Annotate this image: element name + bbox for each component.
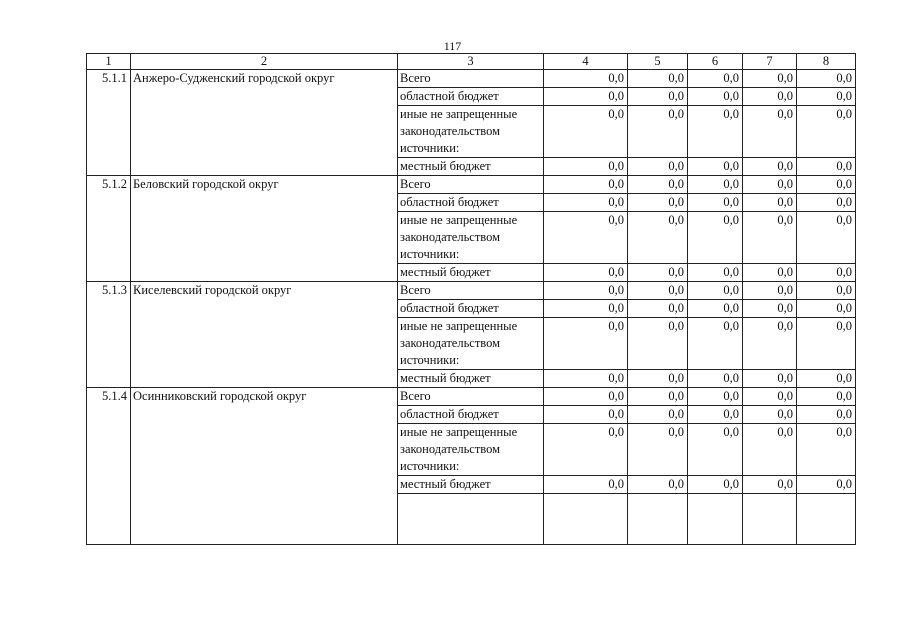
amount-cell: 0,0 (628, 264, 688, 282)
amount-cell: 0,0 (544, 476, 628, 494)
funding-source: областной бюджет (398, 406, 544, 424)
amount-cell: 0,0 (797, 70, 856, 88)
amount-cell: 0,0 (688, 264, 743, 282)
funding-source: областной бюджет (398, 194, 544, 212)
amount-cell: 0,0 (628, 88, 688, 106)
funding-source: Всего (398, 388, 544, 406)
amount-cell: 0,0 (743, 212, 797, 264)
amount-cell: 0,0 (628, 424, 688, 476)
amount-cell: 0,0 (797, 300, 856, 318)
table-body (87, 70, 856, 545)
funding-source: местный бюджет (398, 476, 544, 494)
amount-cell: 0,0 (544, 212, 628, 264)
empty-cell (797, 494, 856, 545)
budget-table (86, 53, 856, 545)
row-code: 5.1.4 (87, 388, 131, 545)
table-row (87, 70, 856, 88)
amount-cell: 0,0 (544, 388, 628, 406)
table-row (87, 282, 856, 300)
amount-cell: 0,0 (688, 370, 743, 388)
amount-cell: 0,0 (797, 388, 856, 406)
amount-cell: 0,0 (628, 318, 688, 370)
amount-cell: 0,0 (628, 158, 688, 176)
amount-cell: 0,0 (628, 406, 688, 424)
row-code: 5.1.1 (87, 70, 131, 176)
funding-source: областной бюджет (398, 300, 544, 318)
amount-cell: 0,0 (688, 282, 743, 300)
amount-cell: 0,0 (628, 476, 688, 494)
header-cell: 2 (131, 54, 398, 70)
amount-cell: 0,0 (688, 406, 743, 424)
amount-cell: 0,0 (743, 388, 797, 406)
amount-cell: 0,0 (688, 176, 743, 194)
amount-cell: 0,0 (544, 424, 628, 476)
amount-cell: 0,0 (544, 300, 628, 318)
amount-cell: 0,0 (628, 212, 688, 264)
amount-cell: 0,0 (743, 194, 797, 212)
amount-cell: 0,0 (743, 88, 797, 106)
amount-cell: 0,0 (544, 106, 628, 158)
amount-cell: 0,0 (797, 476, 856, 494)
funding-source: Всего (398, 282, 544, 300)
funding-source: местный бюджет (398, 264, 544, 282)
funding-source: Всего (398, 70, 544, 88)
amount-cell: 0,0 (797, 264, 856, 282)
amount-cell: 0,0 (544, 70, 628, 88)
amount-cell: 0,0 (688, 300, 743, 318)
funding-source: иные не запрещенные законодательством источники: (398, 318, 544, 370)
header-cell: 8 (797, 54, 856, 70)
amount-cell: 0,0 (743, 476, 797, 494)
funding-source: местный бюджет (398, 158, 544, 176)
amount-cell: 0,0 (628, 194, 688, 212)
municipality-name: Анжеро-Судженский городской округ (131, 70, 398, 176)
amount-cell: 0,0 (688, 476, 743, 494)
amount-cell: 0,0 (743, 106, 797, 158)
amount-cell: 0,0 (628, 370, 688, 388)
funding-source: иные не запрещенные законодательством источники: (398, 106, 544, 158)
amount-cell: 0,0 (688, 424, 743, 476)
empty-cell (398, 494, 544, 545)
amount-cell: 0,0 (797, 318, 856, 370)
amount-cell: 0,0 (628, 70, 688, 88)
row-code: 5.1.3 (87, 282, 131, 388)
amount-cell: 0,0 (743, 176, 797, 194)
funding-source: иные не запрещенные законодательством источники: (398, 212, 544, 264)
amount-cell: 0,0 (688, 388, 743, 406)
amount-cell: 0,0 (544, 370, 628, 388)
header-cell: 5 (628, 54, 688, 70)
amount-cell: 0,0 (688, 194, 743, 212)
amount-cell: 0,0 (544, 194, 628, 212)
header-cell: 7 (743, 54, 797, 70)
empty-cell (544, 494, 628, 545)
amount-cell: 0,0 (743, 318, 797, 370)
amount-cell: 0,0 (628, 106, 688, 158)
table-row (87, 388, 856, 406)
amount-cell: 0,0 (743, 70, 797, 88)
amount-cell: 0,0 (797, 176, 856, 194)
amount-cell: 0,0 (797, 282, 856, 300)
funding-source: иные не запрещенные законодательством источники: (398, 424, 544, 476)
amount-cell: 0,0 (743, 264, 797, 282)
empty-cell (743, 494, 797, 545)
amount-cell: 0,0 (544, 176, 628, 194)
empty-cell (628, 494, 688, 545)
amount-cell: 0,0 (797, 212, 856, 264)
municipality-name: Беловский городской округ (131, 176, 398, 282)
funding-source: местный бюджет (398, 370, 544, 388)
amount-cell: 0,0 (544, 264, 628, 282)
amount-cell: 0,0 (797, 106, 856, 158)
funding-source: Всего (398, 176, 544, 194)
amount-cell: 0,0 (544, 406, 628, 424)
empty-cell (688, 494, 743, 545)
amount-cell: 0,0 (797, 424, 856, 476)
amount-cell: 0,0 (797, 194, 856, 212)
header-row (87, 54, 856, 70)
amount-cell: 0,0 (797, 370, 856, 388)
header-cell: 1 (87, 54, 131, 70)
header-cell: 3 (398, 54, 544, 70)
table-row (87, 176, 856, 194)
amount-cell: 0,0 (743, 424, 797, 476)
amount-cell: 0,0 (743, 300, 797, 318)
header-cell: 4 (544, 54, 628, 70)
amount-cell: 0,0 (628, 300, 688, 318)
amount-cell: 0,0 (743, 370, 797, 388)
amount-cell: 0,0 (628, 282, 688, 300)
amount-cell: 0,0 (544, 158, 628, 176)
amount-cell: 0,0 (797, 406, 856, 424)
amount-cell: 0,0 (743, 406, 797, 424)
amount-cell: 0,0 (688, 70, 743, 88)
amount-cell: 0,0 (688, 88, 743, 106)
amount-cell: 0,0 (743, 282, 797, 300)
amount-cell: 0,0 (628, 176, 688, 194)
amount-cell: 0,0 (688, 158, 743, 176)
amount-cell: 0,0 (797, 158, 856, 176)
page-number: 117 (443, 39, 462, 53)
funding-source: областной бюджет (398, 88, 544, 106)
header-cell: 6 (688, 54, 743, 70)
municipality-name: Киселевский городской округ (131, 282, 398, 388)
amount-cell: 0,0 (544, 88, 628, 106)
municipality-name: Осинниковский городской округ (131, 388, 398, 545)
row-code: 5.1.2 (87, 176, 131, 282)
amount-cell: 0,0 (544, 282, 628, 300)
amount-cell: 0,0 (688, 318, 743, 370)
amount-cell: 0,0 (544, 318, 628, 370)
amount-cell: 0,0 (743, 158, 797, 176)
amount-cell: 0,0 (688, 212, 743, 264)
amount-cell: 0,0 (797, 88, 856, 106)
amount-cell: 0,0 (688, 106, 743, 158)
amount-cell: 0,0 (628, 388, 688, 406)
